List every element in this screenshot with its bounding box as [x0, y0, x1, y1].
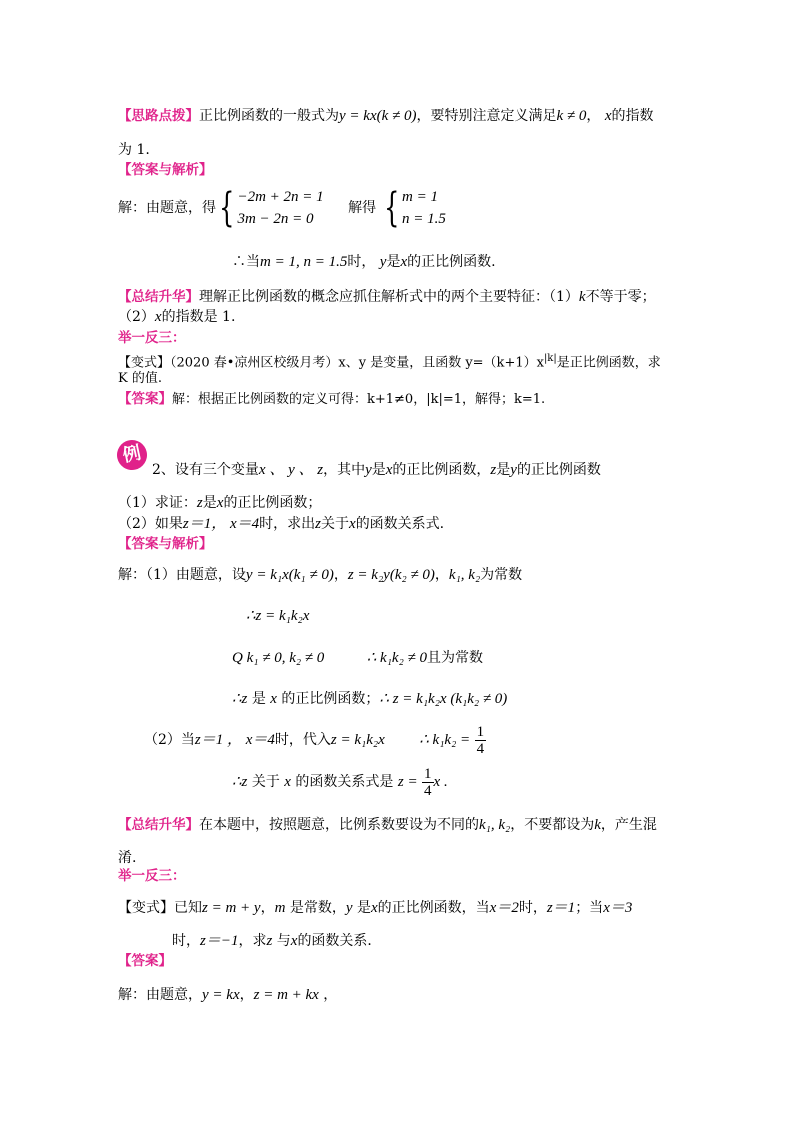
label-answer-2: 【答案】 [118, 953, 172, 969]
system-1 [237, 186, 323, 230]
therefore-k1k2-eq: ∴ k₁k₂ = [419, 732, 471, 748]
mn-values: m = 1, n = 1.5 [260, 254, 348, 270]
q2-f: 的正比例函数 [516, 462, 601, 478]
var-x: x [270, 691, 277, 707]
var2-c: 是常数， [289, 900, 346, 916]
therefore-z: ∴z = k₁k₂x [246, 608, 310, 624]
q2-c: 是 [371, 462, 386, 478]
k1-k2-b: k₁, k₂ [479, 817, 511, 833]
label-summary-1: 【总结升华】 [118, 289, 199, 305]
solution-2-line1: 解：（1）由题意，设y = k₁x(k₁ ≠ 0)，z = k₂y(k₂ ≠ 0)，k₁, k₂为常数 [118, 567, 523, 583]
p2s-b: 时，代入 [274, 732, 331, 748]
variant-1-sup: |k| [543, 353, 557, 364]
var2-d: 是 [357, 900, 371, 916]
var2-cont-a: 时， [172, 933, 200, 949]
hint-text-a: 正比例函数的一般式为 [199, 108, 339, 124]
var-z: z [241, 691, 248, 707]
part-1 [118, 493, 321, 513]
concl-a: ∴当 [232, 254, 260, 270]
system-2 [402, 186, 446, 230]
because-line [232, 648, 483, 668]
concl-c: 是 [386, 254, 401, 270]
z1x4-b: z＝1 ， x＝4 [194, 732, 275, 748]
hint-line [118, 106, 654, 126]
x-end: x . [433, 774, 448, 790]
concl-d: 的正比例函数. [407, 254, 496, 270]
concl-b: 时， [347, 254, 376, 270]
set-y: y = k₁x(k₁ ≠ 0) [245, 567, 334, 583]
var-z: z [266, 933, 273, 949]
var-m: m [274, 900, 286, 916]
label-answer-analysis-2: 【答案与解析】 [118, 536, 213, 552]
var-x: x [216, 495, 224, 511]
solution-system-line [118, 186, 446, 230]
hint-cont: 为 1. [118, 142, 150, 158]
rel-a: 关于 [251, 774, 280, 790]
therefore-k1k2: ∴ k₁k₂ ≠ 0 [366, 650, 428, 666]
summary-1-a: 理解正比例函数的概念应抓住解析式中的两个主要特征：（1） [199, 289, 579, 305]
zm1: z＝−1 [200, 933, 239, 949]
because-k: Q k₁ ≠ 0, k₂ ≠ 0 [232, 650, 325, 666]
hint-text-d: 的指数 [611, 108, 654, 124]
conclusion-1 [232, 252, 496, 272]
label-silu: 【思路点拨】 [118, 108, 199, 124]
var-k: k [594, 817, 601, 833]
var2-f: 时， [518, 900, 547, 916]
hint-text-c: ， [586, 108, 601, 124]
formula-y-kx: y = kx(k ≠ 0) [339, 108, 417, 124]
p2-c: 关于 [321, 516, 350, 532]
fraction-den: 4 [476, 740, 485, 757]
brace-2: { [383, 185, 399, 231]
var2-cont-d: 的函数关系． [297, 933, 382, 949]
variant-2-cont [172, 931, 381, 951]
part-2 [118, 514, 444, 534]
solve-word: 解得 [348, 200, 377, 216]
summary-1 [118, 287, 656, 307]
fraction-quarter-2 [422, 766, 434, 799]
sum2-c: ，产生混 [600, 817, 657, 833]
is-b: 的正比例函数； [281, 691, 380, 707]
z1: z＝1 [546, 900, 576, 916]
var-x: x [154, 309, 162, 325]
last-sep: ， [323, 987, 338, 1003]
summary-1-c: （2） [118, 309, 155, 325]
z-eq: z = [397, 774, 418, 790]
var2-cont-b: ，求 [238, 933, 267, 949]
p2-d: 的函数关系式. [355, 516, 445, 532]
var-z: z [315, 516, 322, 532]
is-a: 是 [251, 691, 266, 707]
brace-1: { [219, 185, 235, 231]
and-const: 且为常数 [427, 650, 484, 666]
y-kx: y = kx [202, 987, 240, 1003]
variant-1 [118, 349, 661, 373]
var-x: x [385, 462, 393, 478]
p1-a: （1）求证： [118, 495, 197, 511]
last-sol-text: 解：由题意， [118, 987, 202, 1003]
answer-1-text: 解：根据正比例函数的定义可得：k+1≠0，|k|=1，解得；k=1. [172, 392, 546, 407]
z-m-kx: z = m + kx [253, 987, 319, 1003]
sol2-a: 解：（1）由题意，设 [118, 567, 246, 583]
var-x: x [371, 900, 378, 916]
variant-1-text2: 是正比例函数，求 [556, 355, 661, 371]
var-x: x [290, 933, 298, 949]
example-badge: 例 [114, 437, 150, 473]
var-x: x [400, 254, 408, 270]
system-1-line1: −2m + 2n = 1 [237, 189, 324, 205]
variant-1-text: 【变式】（2020 春•凉州区校级月考）x、y 是变量，且函数 y=（k+1）x [118, 355, 544, 371]
p2-b: 时，求出 [259, 516, 316, 532]
set-z: z = k₂y(k₂ ≠ 0) [347, 567, 435, 583]
var-k: k [578, 289, 586, 305]
z-k1k2x: z = k₁k₂x [330, 732, 385, 748]
p1-b: 是 [202, 495, 217, 511]
var-x: x [349, 516, 356, 532]
summary-2 [118, 815, 657, 835]
p2s-a: （2）当 [144, 732, 195, 748]
label-summary-2: 【总结升华】 [118, 817, 199, 833]
var-y: y [365, 462, 372, 478]
fraction-quarter [475, 724, 487, 757]
var2-g: ；当 [575, 900, 604, 916]
summary-2-cont: 淆. [118, 850, 137, 866]
sol2-b: 为常数 [480, 567, 523, 583]
var2-b: ， [260, 900, 275, 916]
fraction-num-2: 1 [424, 765, 432, 782]
summary-1-cont [118, 307, 235, 327]
system-2-line1: m = 1 [402, 189, 438, 205]
var2-cont-c: 与 [276, 933, 291, 949]
var-z: z [196, 495, 203, 511]
var-z: z [241, 774, 248, 790]
fraction-den-2: 4 [424, 782, 432, 799]
system-2-line2: n = 1.5 [402, 211, 446, 227]
label-answer-1: 【答案】 [118, 391, 172, 407]
var-x: x [284, 774, 291, 790]
relation-line [232, 764, 448, 800]
xyz: x 、 y 、 z [258, 462, 324, 478]
therefore-sym: ∴ [232, 691, 242, 707]
var-y: y [510, 462, 517, 478]
var-x: x [604, 108, 612, 124]
q2-e: 是 [496, 462, 511, 478]
summary-1-d: 的指数是 1. [161, 309, 236, 325]
fraction-num: 1 [476, 723, 485, 740]
var2-e: 的正比例函数，当 [377, 900, 490, 916]
sum2-a: 在本题中，按照题意，比例系数要设为不同的 [199, 817, 479, 833]
rel-b: 的函数关系式是 [295, 774, 394, 790]
question-2 [152, 460, 601, 480]
formula-k-ne-0: k ≠ 0 [556, 108, 587, 124]
label-juyi-2: 举一反三： [118, 868, 186, 884]
z1-x4: z＝1， x＝4 [182, 516, 260, 532]
var-y: y [379, 254, 387, 270]
sum2-b: ，不要都设为 [510, 817, 595, 833]
x3: x＝3 [603, 900, 633, 916]
summary-1-b: 不等于零； [585, 289, 656, 305]
solution-prefix: 解：由题意，得 [118, 200, 216, 216]
q2-b: ，其中 [323, 462, 366, 478]
p2-a: （2）如果 [118, 516, 183, 532]
var-z: z [490, 462, 497, 478]
label-answer-analysis-1: 【答案与解析】 [118, 162, 213, 178]
therefore-z-full: ∴ z = k₁k₂x (k₁k₂ ≠ 0) [379, 691, 508, 707]
var2-a: 【变式】已知 [118, 900, 202, 916]
system-1-line2: 3m − 2n = 0 [237, 211, 314, 227]
z-m-y: z = m + y [202, 900, 261, 916]
k1-k2: k₁, k₂ [448, 567, 481, 583]
label-juyi-1: 举一反三： [118, 330, 186, 346]
variant-2 [118, 898, 632, 918]
hint-text-b: ，要特别注意定义满足 [416, 108, 557, 124]
q2-a: 2、设有三个变量 [152, 462, 259, 478]
variant-1-cont: K 的值. [118, 371, 162, 386]
var-y: y [345, 900, 353, 916]
part-2-solution [144, 722, 486, 758]
p1-c: 的正比例函数； [223, 495, 322, 511]
x2: x＝2 [489, 900, 519, 916]
last-solution: 解：由题意，y = kx，z = m + kx ， [118, 987, 338, 1003]
q2-d: 的正比例函数， [392, 462, 491, 478]
answer-1 [118, 389, 545, 410]
therefore-sym-2: ∴ [232, 774, 242, 790]
therefore-prop-line [232, 689, 507, 709]
